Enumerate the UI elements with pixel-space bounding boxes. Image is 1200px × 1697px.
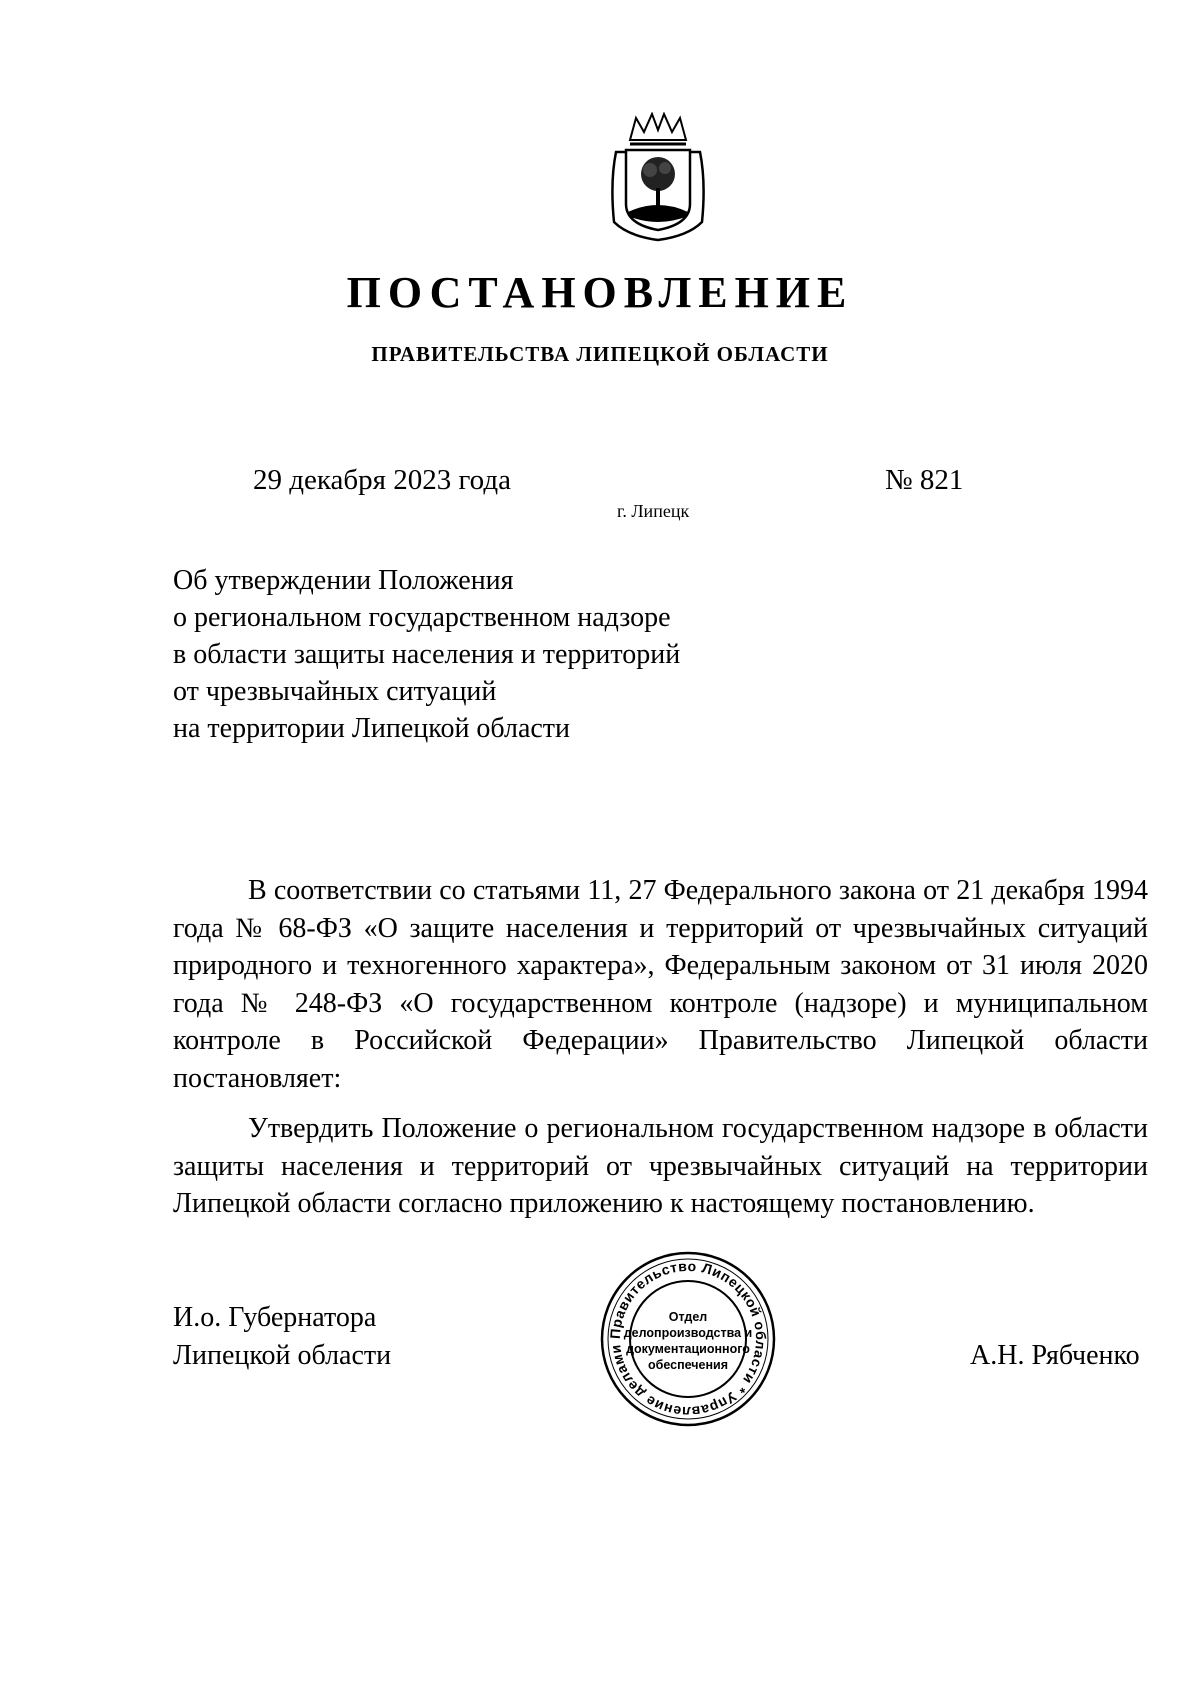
subject-line: на территории Липецкой области (173, 713, 571, 744)
stamp-ring-text: Правительство Липецкой области * Управление делами (606, 1257, 770, 1421)
official-stamp (598, 1249, 778, 1429)
signatory-name: А.Н. Рябченко (970, 1340, 1140, 1371)
stamp-line: Отдел (668, 1310, 708, 1324)
document-city: г. Липецк (617, 501, 690, 521)
document-subject (173, 562, 733, 747)
stamp-line: документационного (626, 1342, 750, 1356)
coat-of-arms-icon (608, 112, 708, 242)
stamp-line: обеспечения (647, 1358, 729, 1372)
document-title: ПОСТАНОВЛЕНИЕ (346, 268, 854, 317)
document-subtitle: ПРАВИТЕЛЬСТВА ЛИПЕЦКОЙ ОБЛАСТИ (371, 342, 829, 366)
document-number: № 821 (885, 464, 964, 496)
stamp-line: делопроизводства и (623, 1326, 753, 1340)
subject-line: о региональном государственном надзоре (173, 602, 671, 633)
document-date: 29 декабря 2023 года (253, 464, 511, 496)
subject-line: в области защиты населения и территорий (173, 639, 681, 670)
subject-line: от чрезвычайных ситуаций (173, 676, 497, 707)
body-paragraph-1: В соответствии со статьями 11, 27 Федерального закона от 21 декабря 1994 года № 68-ФЗ «О защите населения и территорий от чрезвычайных ситуаций природного и техногенного характера», Федеральным законом от 31 июля 2020 года № 248-ФЗ «О государственном контроле (надзоре) и муниципальном контроле в Российской Федерации» Правительство Липецкой области постановляет: (173, 875, 1148, 1094)
signatory-title (173, 1299, 391, 1375)
body-paragraph-2: Утвердить Положение о региональном государственном надзоре в области защиты населения и территорий от чрезвычайных ситуаций на территории Липецкой области согласно приложению к настоящему постановлению. (173, 1113, 1148, 1219)
signatory-title-line: Липецкой области (173, 1340, 392, 1371)
subject-line: Об утверждении Положения (173, 565, 514, 596)
signatory-title-line: И.о. Губернатора (173, 1302, 377, 1333)
